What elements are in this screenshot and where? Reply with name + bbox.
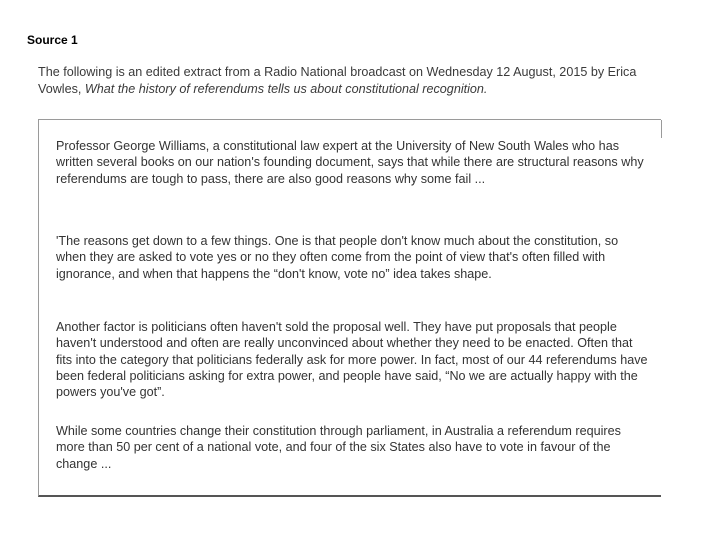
intro-sentence: The following is an edited extract from a Radio National broadcast on Wednesday 12 August, 2015 by Erica Vowles, [38,65,637,96]
extract-paragraph-3: Another factor is politicians often haven't sold the proposal well. They have put proposals that people haven't understood and often are really unconvinced about whether they need to be enacted. Often that fits into the category that politicians federally ask for more power. In fact, most of our 44 referendums have been federal politicians asking for extra power, and people have said, “No we are actually happy with the powers you've got”. [56,320,648,400]
broadcast-title: What the history of referendums tells us about constitutional recognition. [84,82,488,96]
extract-paragraph-4: While some countries change their constitution through parliament, in Australia a referendum requires more than 50 per cent of a national vote, and four of the six States also have to vote in favour of the change ... [56,424,621,471]
extract-paragraph-1: Professor George Williams, a constitutional law expert at the University of New South Wales who has written several books on our nation's founding document, says that while there are structural reasons why referendums are tough to pass, there are also good reasons why some fail ... [56,139,644,186]
extract-box [38,119,661,497]
source-label: Source 1 [27,33,78,47]
extract-paragraph-2: 'The reasons get down to a few things. One is that people don't know much about the constitution, so when they are asked to vote yes or no they often come from the point of view that's often filled with ignorance, and when that happens the “don't know, vote no” idea takes shape. [56,234,619,281]
intro-text [38,64,678,98]
